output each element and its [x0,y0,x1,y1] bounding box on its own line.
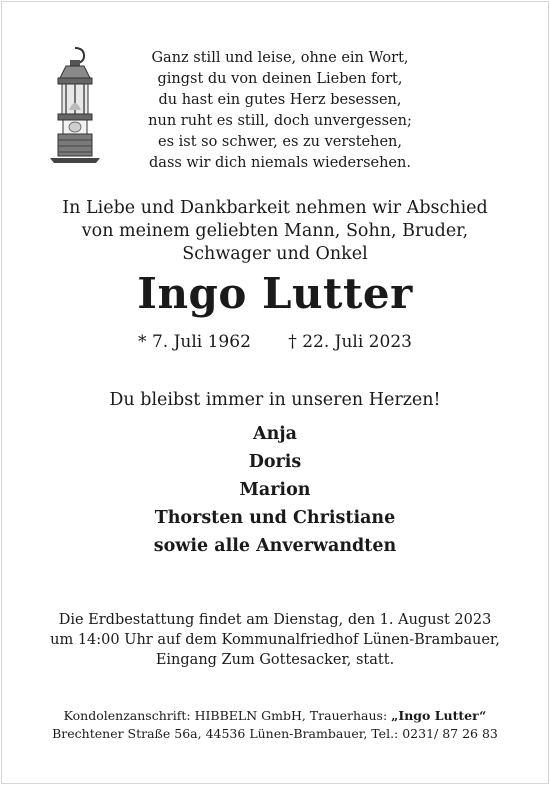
condolence-prefix: Kondolenzanschrift: HIBBELN GmbH, Trauerhaus: [63,708,392,723]
condolence-line [12,707,538,725]
remembrance-line: Du bleibst immer in unseren Herzen! [109,390,441,410]
funeral-info [12,610,538,670]
birth-date: * 7. Juli 1962 [138,332,251,352]
mourner: sowie alle Anverwandten [153,536,397,556]
miners-lamp-icon [46,46,104,164]
farewell-line: von meinem geliebten Mann, Sohn, Bruder, [81,221,469,241]
farewell-line: In Liebe und Dankbarkeit nehmen wir Abschied [62,198,488,218]
funeral-line: um 14:00 Uhr auf dem Kommunalfriedhof Lünen-Brambauer, [50,632,500,648]
poem-line: dass wir dich niemals wiedersehen. [149,155,411,171]
funeral-line: Die Erdbestattung findet am Dienstag, den 1. August 2023 [58,612,492,628]
poem [130,48,430,174]
poem-line: gingst du von deinen Lieben fort, [157,71,403,87]
mourner: Thorsten und Christiane [154,508,396,528]
poem-line: du hast ein gutes Herz besessen, [158,92,402,108]
life-dates [2,330,548,354]
condolence-house-name: „Ingo Lutter“ [391,708,487,723]
poem-line: nun ruht es still, doch unvergessen; [148,113,412,129]
funeral-line: Eingang Zum Gottesacker, statt. [155,652,395,668]
poem-line: es ist so schwer, es zu verstehen, [157,134,402,150]
farewell-text [22,197,528,266]
mourners-list [2,420,548,560]
mourner: Doris [248,452,302,472]
mourner: Marion [239,480,311,500]
obituary-notice [1,1,549,784]
farewell-line: Schwager und Onkel [182,244,368,264]
deceased-name: Ingo Lutter [137,269,413,318]
poem-line: Ganz still und leise, ohne ein Wort, [151,50,409,66]
mourner: Anja [253,424,297,444]
condolence-address [12,707,538,743]
death-date: † 22. Juli 2023 [288,332,412,352]
condolence-street: Brechtener Straße 56a, 44536 Lünen-Brambauer, Tel.: 0231/ 87 26 83 [52,726,498,741]
